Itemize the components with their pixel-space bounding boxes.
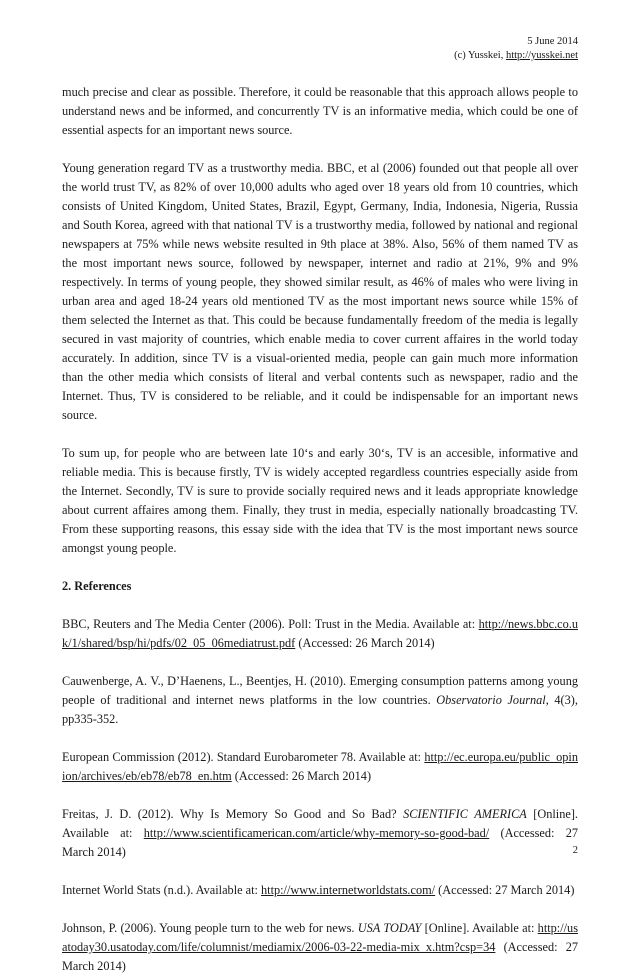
reference-after: (Accessed: 26 March 2014) — [295, 636, 435, 650]
header-credit-link[interactable]: http://yusskei.net — [505, 50, 578, 61]
header-credit-prefix: (c) Yusskei, — [454, 50, 506, 61]
reference-link[interactable]: http://usatoday30.usatoday.com/life/columnist/mediamix/2006-03-22-media-mix_x.htm?csp=34 — [62, 921, 578, 954]
reference-entry — [62, 805, 578, 862]
header-date: 5 June 2014 — [527, 36, 578, 47]
reference-journal: SCIENTIFIC AMERICA — [403, 807, 527, 821]
header-credit — [454, 49, 578, 63]
body-paragraph: Young generation regard TV as a trustworthy media. BBC, et al (2006) founded out that people all over the world trust TV, as 82% of over 10,000 adults who aged over 18 years old from 10 countries, which consists of United Kingdom, United States, Brazil, Egypt, Germany, India, Indonesia, Nigeria, Russia and South Korea, agreed with that national TV is a trustworthy media, followed by national and regional newspapers at 75% while news website resulted in 9th place at 38%. Also, 56% of them named TV as the most important news source, followed by newspaper, internet and radio at 21%, 9% and 9% respectively. In terms of young people, they showed similar result, as 46% of males who were living in urban area and aged 18-24 years old mentioned TV as the most important news source while 15% of them selected the Internet as that. This could be because fundamentally freedom of the media is legally secured in vast majority of countries, which enable media to cover current affaires in the world today accurately. In addition, since TV is a visual-oriented media, people can gain much more information than the other media which consists of literal and verbal contents such as newspaper, radio and the Internet. Thus, TV is considered to be reliable, and it could be indispensable for an important news source. — [62, 161, 578, 422]
document-body — [62, 83, 578, 976]
reference-link[interactable]: http://www.internetworldstats.com/ — [261, 883, 436, 897]
body-paragraph: much precise and clear as possible. Therefore, it could be reasonable that this approach allows people to understand news and be informed, and concurrently TV is an informative media, which could be one of essential aspects for an important news source. — [62, 85, 578, 137]
reference-entry — [62, 881, 578, 900]
references-heading: 2. References — [62, 579, 132, 593]
reference-after: (Accessed: 27 March 2014) — [435, 883, 575, 897]
reference-text: Cauwenberge, A. V., D’Haenens, L., Beentjes, H. (2010). Emerging consumption patterns among young people of traditional and internet news platforms in the low countries. — [62, 674, 578, 707]
reference-link[interactable]: http://news.bbc.co.uk/1/shared/bsp/hi/pdfs/02_05_06mediatrust.pdf — [62, 617, 578, 650]
reference-entry — [62, 615, 578, 653]
reference-after: (Accessed: 27 March 2014) — [62, 826, 578, 859]
reference-text: BBC, Reuters and The Media Center (2006). Poll: Trust in the Media. Available at: — [62, 617, 479, 631]
reference-entry — [62, 672, 578, 729]
reference-journal: Observatorio Journal — [436, 693, 546, 707]
reference-after: , 4(3), pp335-352. — [62, 693, 578, 726]
body-paragraph: To sum up, for people who are between late 10‘s and early 30‘s, TV is an accesible, informative and reliable media. This is because firstly, TV is widely accepted regardless countries especially aside from the Internet. Secondly, TV is sure to provide socially required news and it leads appropriate knowledge about current affaires among them. Finally, they trust in media, especially nationally broadcasting TV. From these supporting reasons, this essay side with the idea that TV is the most important news source amongst young people. — [62, 446, 578, 555]
reference-after: (Accessed: 26 March 2014) — [231, 769, 372, 783]
reference-text: Freitas, J. D. (2012). Why Is Memory So Good and So Bad? — [62, 807, 404, 821]
reference-entry — [62, 919, 578, 976]
reference-text: Johnson, P. (2006). Young people turn to the web for news. — [62, 921, 358, 935]
reference-link[interactable]: http://www.scientificamerican.com/article/why-memory-so-good-bad/ — [143, 826, 490, 840]
reference-mid: [Online]. Available at: — [62, 807, 578, 840]
reference-mid: [Online]. Available at: — [421, 921, 538, 935]
page-header — [454, 35, 578, 63]
reference-journal: USA TODAY — [357, 921, 422, 935]
reference-link[interactable]: http://ec.europa.eu/public_opinion/archives/eb/eb78/eb78_en.htm — [62, 750, 578, 783]
reference-after: (Accessed: 27 March 2014) — [62, 940, 578, 973]
reference-text: Internet World Stats (n.d.). Available at: — [62, 883, 262, 897]
reference-text: European Commission (2012). Standard Eurobarometer 78. Available at: — [62, 750, 425, 764]
reference-entry — [62, 748, 578, 786]
page-number: 2 — [572, 845, 578, 856]
